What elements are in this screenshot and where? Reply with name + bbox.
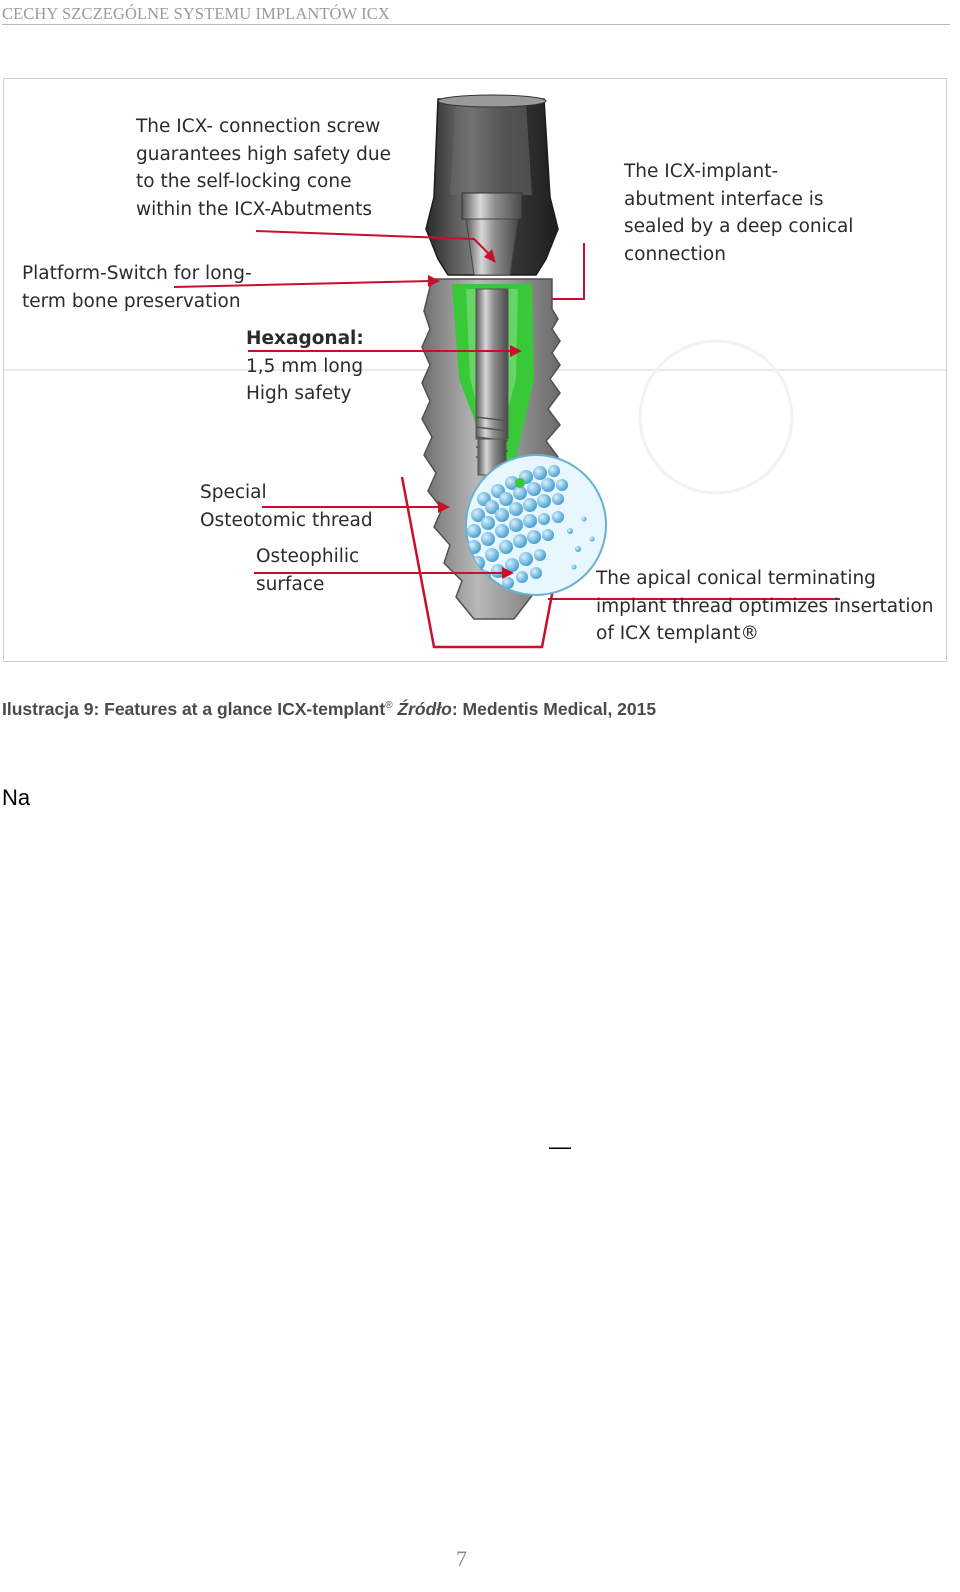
em-dash: — [549, 1134, 571, 1159]
caption-prefix: Ilustracja 9: Features at a glance ICX-templant [2, 699, 386, 719]
label-apical-thread: The apical conical terminating implant thread optimizes insertation of ICX templant® [596, 568, 934, 644]
implant-figure [3, 78, 947, 662]
body-paragraph: Na [2, 785, 31, 810]
label-osteotomic-thread: Special Osteotomic thread [200, 482, 373, 531]
label-osteophilic-surface: Osteophilic surface [256, 546, 360, 595]
running-header [2, 4, 950, 25]
caption-registered-mark: ® [385, 700, 393, 711]
caption-source: : Medentis Medical, 2015 [451, 699, 657, 719]
label-hexagonal [246, 325, 364, 408]
figure-caption [2, 699, 656, 720]
running-header-title: CECHY SZCZEGÓLNE SYSTEMU IMPLANTÓW ICX [2, 4, 390, 23]
page-number: 7 [456, 1546, 467, 1571]
caption-source-label: Źródło [392, 699, 452, 719]
label-interface: The ICX-implant- abutment interface is sealed by a deep conical connection [624, 161, 854, 265]
label-hexagonal-body: 1,5 mm long High safety [246, 355, 364, 404]
abutment [426, 95, 558, 275]
ghost-circle [640, 341, 792, 493]
label-platform-switch: Platform-Switch for long- term bone preservation [22, 263, 252, 312]
label-hexagonal-title: Hexagonal: [246, 328, 364, 349]
label-connection-screw: The ICX- connection screw guarantees high safety due to the self-locking cone within the ICX-Abutments [136, 116, 392, 220]
